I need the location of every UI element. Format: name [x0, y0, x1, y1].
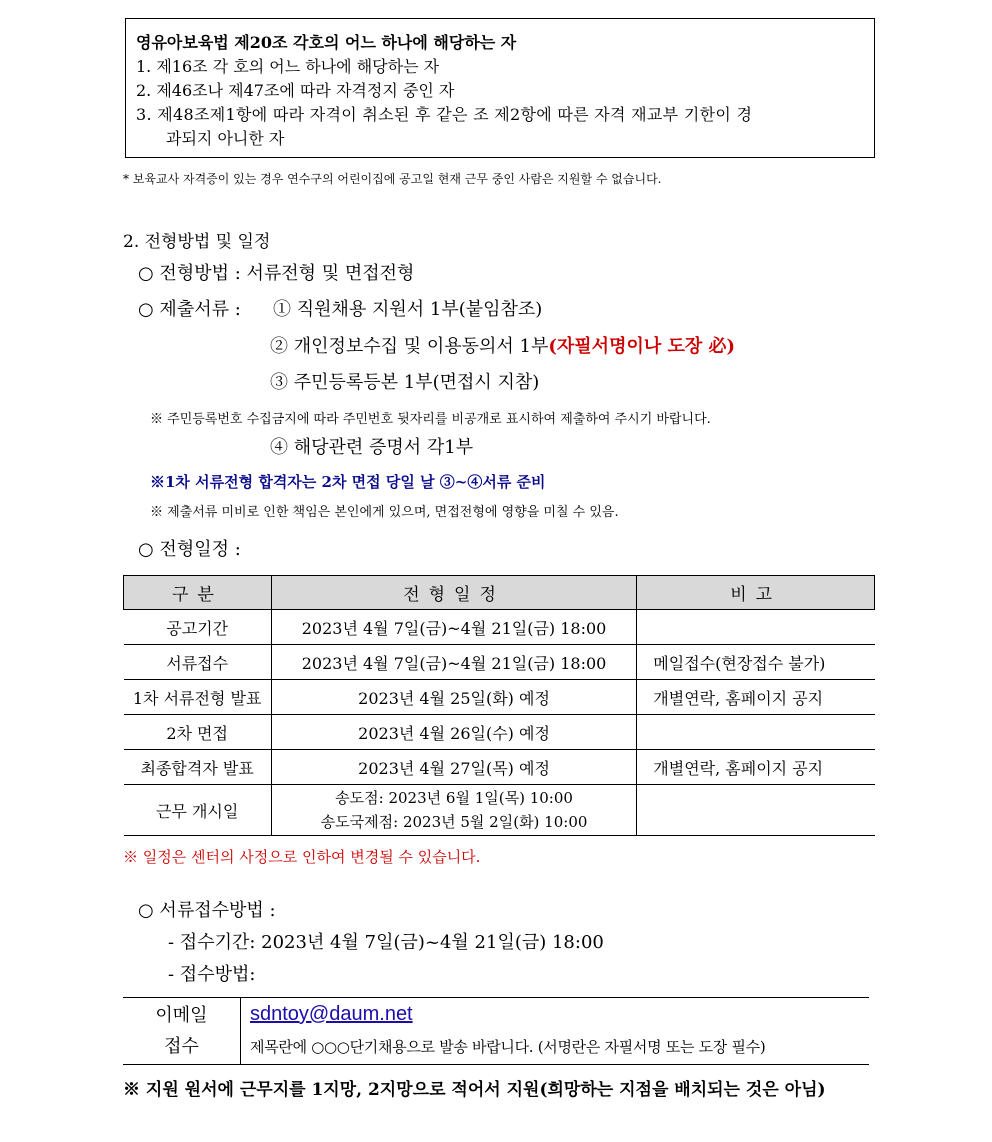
eligibility-item-1: 1. 제16조 각 호의 어느 하나에 해당하는 자 — [136, 57, 440, 76]
row-date: 2023년 4월 7일(금)~4월 21일(금) 18:00 — [271, 610, 637, 645]
receipt-period: - 접수기간: 2023년 4월 7일(금)~4월 21일(금) 18:00 — [168, 932, 604, 953]
docs-label: ○ 제출서류 : — [138, 299, 241, 320]
row-note — [637, 785, 875, 836]
email-receipt-table — [123, 997, 869, 1065]
header-remark: 비고 — [637, 576, 875, 610]
email-receipt-label — [123, 998, 241, 1064]
eligibility-note: * 보육교사 자격증이 있는 경우 연수구의 어린이집에 공고일 현재 근무 중인 사람은 지원할 수 없습니다. — [123, 172, 662, 186]
row-note: 메일접수(현장접수 불가) — [637, 645, 875, 680]
eligibility-item-3-cont: 과되지 아니한 자 — [166, 129, 285, 148]
table-row — [124, 715, 875, 750]
doc-2-required: (자필서명이나 도장 必) — [548, 336, 736, 357]
eligibility-box — [125, 18, 875, 158]
email-link[interactable]: sdntoy@daum.net — [250, 1003, 413, 1025]
schedule-label: ○ 전형일정 : — [138, 539, 241, 560]
doc-2 — [270, 332, 735, 358]
row-date: 2023년 4월 7일(금)~4월 21일(금) 18:00 — [271, 645, 637, 680]
schedule-header-row — [124, 576, 875, 610]
row-note — [637, 610, 875, 645]
header-schedule: 전형일정 — [271, 576, 637, 610]
section-title: 2. 전형방법 및 일정 — [123, 232, 271, 252]
row-note: 개별연락, 홈페이지 공지 — [637, 750, 875, 785]
row-note — [637, 715, 875, 750]
doc-3: ③ 주민등록등본 1부(면접시 지참) — [270, 372, 540, 393]
method-line: ○ 전형방법 : 서류전형 및 면접전형 — [138, 263, 415, 284]
header-category: 구분 — [124, 576, 272, 610]
start-date-songdo-intl: 송도국제점: 2023년 5월 2일(화) 10:00 — [320, 813, 588, 831]
email-label-line-1: 이메일 — [155, 1005, 208, 1026]
eligibility-title: 영유아보육법 제20조 각호의 어느 하나에 해당하는 자 — [136, 33, 517, 52]
start-date-songdo: 송도점: 2023년 6월 1일(목) 10:00 — [335, 789, 573, 807]
row-date: 2023년 4월 27일(목) 예정 — [271, 750, 637, 785]
row-date: 2023년 4월 26일(수) 예정 — [271, 715, 637, 750]
doc-2-text: ② 개인정보수집 및 이용동의서 1부 — [270, 336, 549, 357]
eligibility-item-3: 3. 제48조제1항에 따라 자격이 취소된 후 같은 조 제2항에 따른 자격 재교부 기한이 경 — [136, 105, 753, 124]
doc-1: ① 직원채용 지원서 1부(붙임참조) — [273, 299, 543, 320]
schedule-table — [123, 575, 875, 836]
row-label: 최종합격자 발표 — [124, 750, 272, 785]
row-label: 1차 서류전형 발표 — [124, 680, 272, 715]
receipt-title: ○ 서류접수방법 : — [138, 900, 276, 921]
table-row — [124, 610, 875, 645]
row-label: 공고기간 — [124, 610, 272, 645]
receipt-method: - 접수방법: — [168, 964, 256, 985]
doc-4: ④ 해당관련 증명서 각1부 — [270, 437, 474, 458]
blue-note: ※1차 서류전형 합격자는 2차 면접 당일 날 ③~④서류 준비 — [150, 473, 546, 491]
schedule-change-note: ※ 일정은 센터의 사정으로 인하여 변경될 수 있습니다. — [123, 848, 481, 866]
table-row — [124, 680, 875, 715]
row-label: 근무 개시일 — [124, 785, 272, 836]
email-label-line-2: 접수 — [164, 1036, 199, 1057]
row-note: 개별연락, 홈페이지 공지 — [637, 680, 875, 715]
final-note: ※ 지원 원서에 근무지를 1지망, 2지망으로 적어서 지원(희망하는 지점을 배치되는 것은 아님) — [123, 1080, 826, 1100]
row-date: 2023년 4월 25일(화) 예정 — [271, 680, 637, 715]
missing-docs-note: ※ 제출서류 미비로 인한 책임은 본인에게 있으며, 면접전형에 영향을 미칠 수 있음. — [150, 505, 619, 520]
email-instruction: 제목란에 ○○○단기채용으로 발송 바랍니다. (서명란은 자필서명 또는 도장 필수) — [250, 1038, 766, 1056]
eligibility-item-2: 2. 제46조나 제47조에 따라 자격정지 중인 자 — [136, 81, 455, 100]
resident-note: ※ 주민등록번호 수집금지에 따라 주민번호 뒷자리를 비공개로 표시하여 제출하여 주시기 바랍니다. — [150, 412, 711, 427]
table-row — [124, 785, 875, 836]
row-label: 서류접수 — [124, 645, 272, 680]
table-row — [124, 750, 875, 785]
row-label: 2차 면접 — [124, 715, 272, 750]
row-date — [271, 785, 637, 836]
table-row — [124, 645, 875, 680]
